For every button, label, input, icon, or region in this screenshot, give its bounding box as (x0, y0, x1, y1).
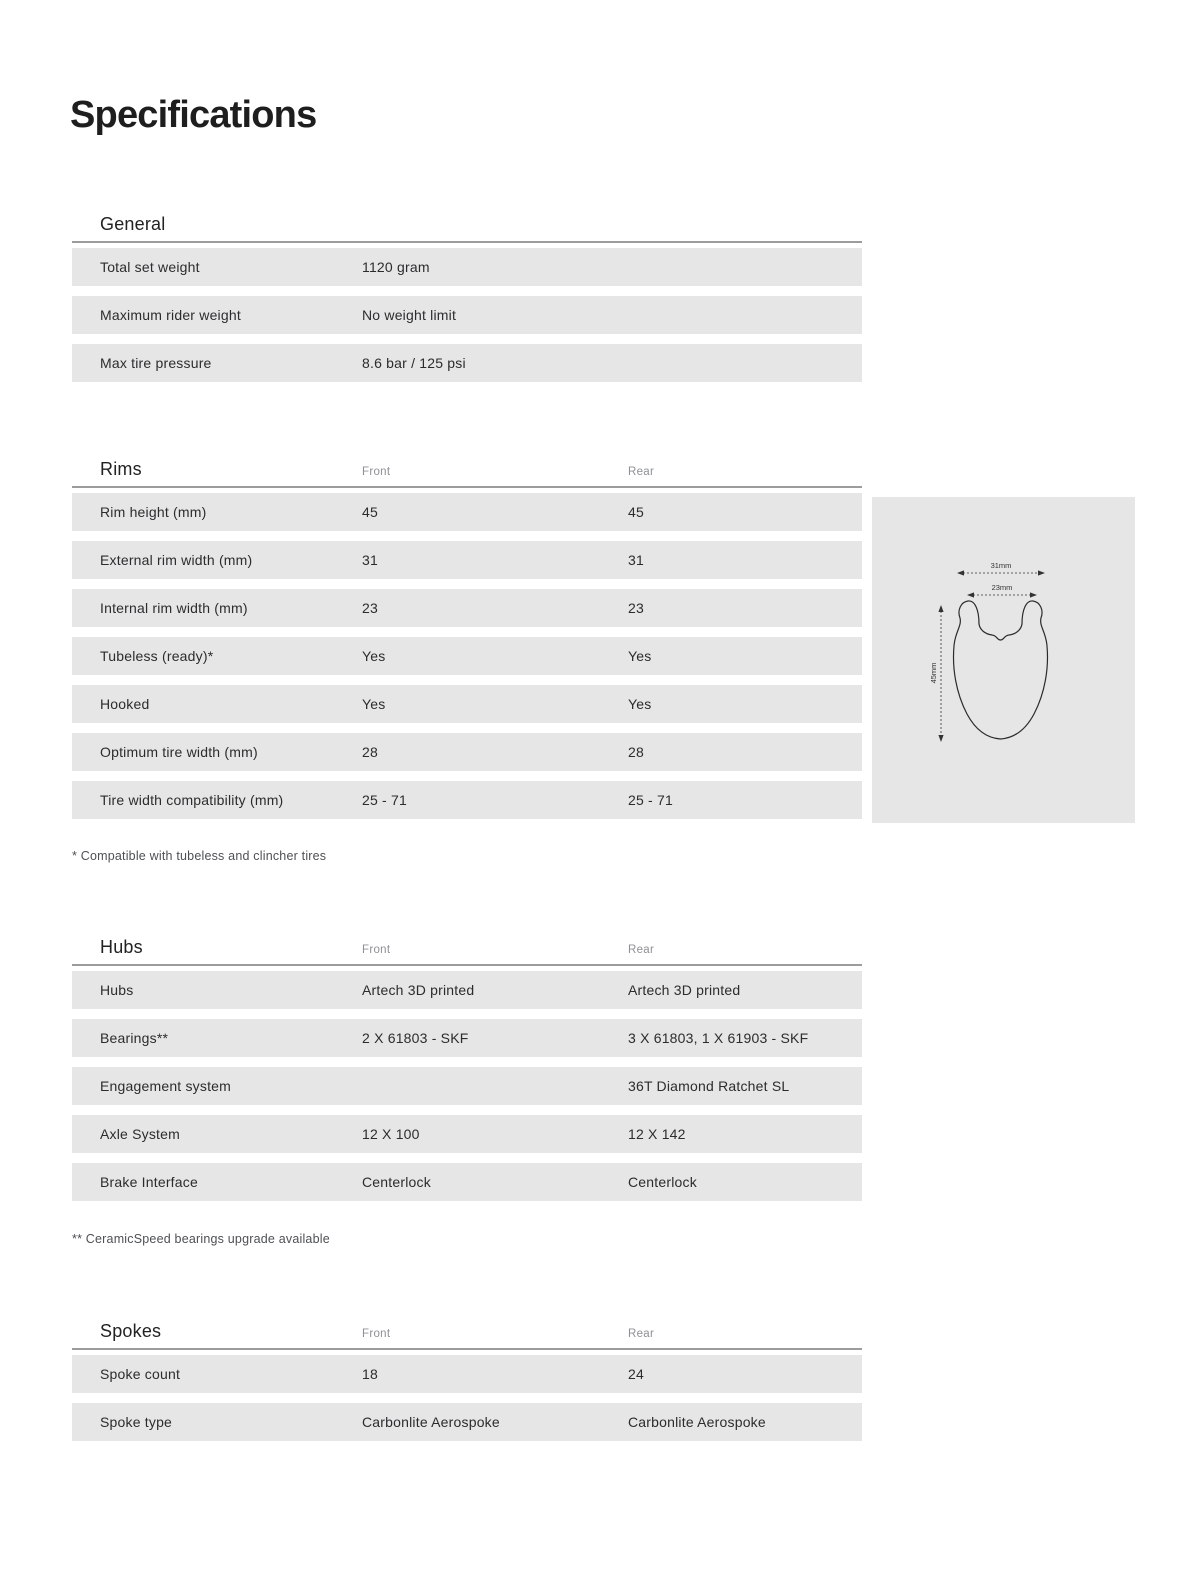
row-label: Hooked (100, 695, 150, 712)
table-row (72, 1019, 862, 1057)
table-row (72, 781, 862, 819)
row-label: Optimum tire width (mm) (100, 743, 258, 760)
row-label: Spoke count (100, 1365, 181, 1382)
row-label: Axle System (100, 1125, 180, 1142)
arrowhead-left-icon (967, 592, 974, 597)
row-label: Total set weight (100, 258, 200, 275)
row-value-front: Artech 3D printed (362, 982, 475, 998)
row-label: Engagement system (100, 1077, 232, 1094)
rims-footnote: * Compatible with tubeless and clincher tires (72, 849, 327, 863)
page-title: Specifications (70, 94, 317, 136)
row-value-front: Carbonlite Aerospoke (362, 1414, 500, 1430)
table-row (72, 296, 862, 334)
section-hubs-rows (72, 971, 862, 1201)
row-label: External rim width (mm) (100, 551, 253, 568)
row-value-rear: Yes (628, 696, 652, 712)
rim-outer-profile-outline (954, 601, 1048, 739)
rim-diagram-panel (872, 497, 1135, 823)
row-value-front: 25 - 71 (362, 792, 407, 808)
section-hubs-header (72, 935, 862, 966)
row-value-front: 18 (362, 1366, 378, 1382)
row-value-front: Yes (362, 696, 386, 712)
section-spokes-rows (72, 1355, 862, 1441)
row-label: Bearings** (100, 1029, 169, 1046)
rim-inner-channel-outline (979, 624, 1022, 640)
row-value-rear: Yes (628, 648, 652, 664)
column-header-rear: Rear (628, 466, 655, 478)
row-value-rear: 24 (628, 1366, 644, 1382)
arrowhead-down-icon (938, 735, 943, 742)
table-row (72, 971, 862, 1009)
row-label: Maximum rider weight (100, 306, 241, 323)
row-value-rear: 12 X 142 (628, 1126, 686, 1142)
rim-cross-section-diagram (872, 497, 1135, 823)
row-value-front: No weight limit (362, 307, 457, 323)
table-row (72, 541, 862, 579)
external-width-dimension-label: 31mm (990, 561, 1012, 570)
row-value-front: 2 X 61803 - SKF (362, 1030, 469, 1046)
section-general (72, 212, 862, 392)
row-value-rear: 23 (628, 600, 644, 616)
arrowhead-left-icon (957, 570, 964, 575)
table-row (72, 733, 862, 771)
row-value-front: 1120 gram (362, 259, 430, 275)
row-value-rear: Carbonlite Aerospoke (628, 1414, 766, 1430)
row-value-rear: Centerlock (628, 1174, 697, 1190)
row-label: Internal rim width (mm) (100, 599, 248, 616)
row-value-rear: 25 - 71 (628, 792, 673, 808)
row-value-rear: 45 (628, 504, 644, 520)
column-header-rear: Rear (628, 1328, 655, 1340)
table-row (72, 344, 862, 382)
section-rims-title: Rims (100, 459, 142, 479)
row-value-rear: Artech 3D printed (628, 982, 741, 998)
column-header-front: Front (362, 944, 391, 956)
section-spokes-header (72, 1319, 862, 1350)
column-header-front: Front (362, 466, 391, 478)
row-label: Hubs (100, 981, 134, 998)
row-value-front: 12 X 100 (362, 1126, 420, 1142)
table-row (72, 493, 862, 531)
row-value-front: 8.6 bar / 125 psi (362, 355, 466, 371)
arrowhead-right-icon (1038, 570, 1045, 575)
internal-width-dimension-label: 23mm (991, 583, 1013, 592)
hubs-footnote: ** CeramicSpeed bearings upgrade available (72, 1232, 330, 1246)
section-rims-rows (72, 493, 862, 819)
arrowhead-up-icon (938, 605, 943, 612)
row-value-front: 23 (362, 600, 378, 616)
section-general-title: General (100, 214, 166, 234)
column-header-front: Front (362, 1328, 391, 1340)
table-row (72, 685, 862, 723)
row-label: Rim height (mm) (100, 503, 207, 520)
section-spokes (72, 1319, 862, 1451)
row-label: Tire width compatibility (mm) (100, 791, 284, 808)
arrowhead-right-icon (1030, 592, 1037, 597)
row-value-rear: 3 X 61803, 1 X 61903 - SKF (628, 1030, 809, 1046)
row-label: Brake Interface (100, 1173, 198, 1190)
table-row (72, 1067, 862, 1105)
section-hubs-title: Hubs (100, 937, 143, 957)
column-header-rear: Rear (628, 944, 655, 956)
row-value-front: 28 (362, 744, 378, 760)
section-hubs (72, 935, 862, 1211)
row-label: Tubeless (ready)* (100, 647, 214, 664)
row-value-front: Yes (362, 648, 386, 664)
row-value-rear: 36T Diamond Ratchet SL (628, 1078, 790, 1094)
row-value-front: 45 (362, 504, 378, 520)
section-rims-header (72, 457, 862, 488)
row-value-rear: 31 (628, 552, 644, 568)
section-rims (72, 457, 862, 829)
row-value-front: Centerlock (362, 1174, 431, 1190)
table-row (72, 1403, 862, 1441)
row-label: Spoke type (100, 1413, 173, 1430)
row-value-rear: 28 (628, 744, 644, 760)
section-general-rows (72, 248, 862, 382)
row-label: Max tire pressure (100, 354, 212, 371)
section-general-header (72, 212, 862, 243)
row-value-front: 31 (362, 552, 378, 568)
section-spokes-title: Spokes (100, 1321, 162, 1341)
table-row (72, 637, 862, 675)
rim-height-dimension-label: 45mm (929, 662, 938, 684)
table-row (72, 589, 862, 627)
table-row (72, 1163, 862, 1201)
table-row (72, 1355, 862, 1393)
table-row (72, 1115, 862, 1153)
table-row (72, 248, 862, 286)
